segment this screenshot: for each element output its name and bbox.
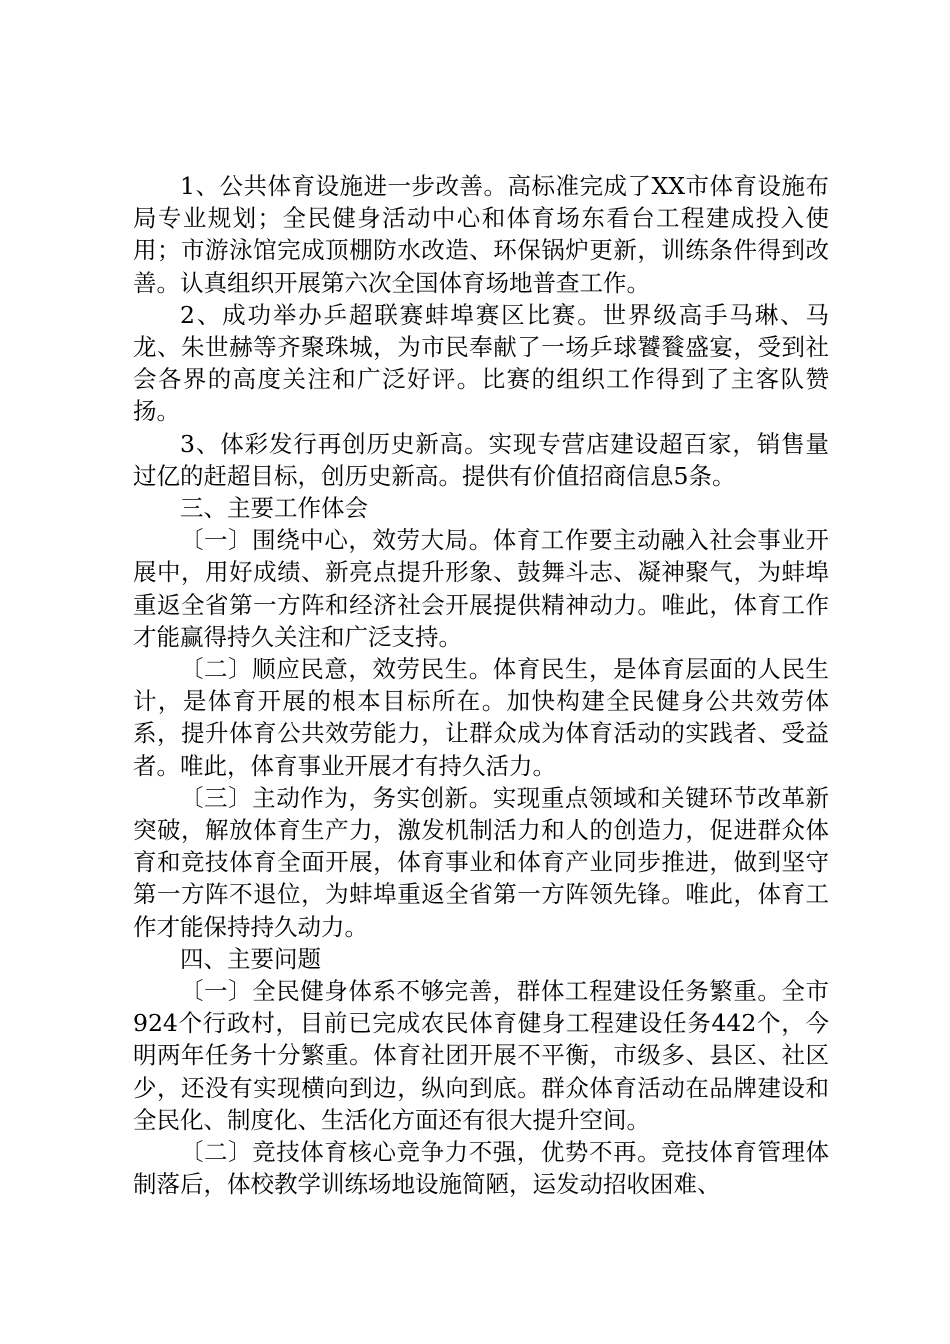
paragraph-problem-1: 〔一〕全民健身体系不够完善，群体工程建设任务繁重。全市924个行政村，目前已完成农民体育健身工程建设任务442个，今明两年任务十分繁重。体育社团开展不平衡，市级多、县区、社区少，还没有实现横向到边，纵向到底。群众体育活动在品牌建设和全民化、制度化、生活化方面还有很大提升空间。 [133, 977, 829, 1134]
paragraph-experience-3: 〔三〕主动作为，务实创新。实现重点领域和关键环节改革新突破，解放体育生产力，激发机制活力和人的创造力，促进群众体育和竞技体育全面开展，体育事业和体育产业同步推进，做到坚守第一方阵不退位，为蚌埠重返全省第一方阵领先锋。唯此，体育工作才能保持持久动力。 [133, 783, 829, 941]
section-heading-experience: 三、主要工作体会 [180, 494, 368, 523]
paragraph-experience-2: 〔二〕顺应民意，效劳民生。体育民生，是体育层面的人民生计，是体育开展的根本目标所在。加快构建全民健身公共效劳体系，提升体育公共效劳能力，让群众成为体育活动的实践者、受益者。唯此，体育事业开展才有持久活力。 [133, 655, 829, 780]
paragraph-public-facilities: 1、公共体育设施进一步改善。高标准完成了XX市体育设施布局专业规划；全民健身活动中心和体育场东看台工程建成投入使用；市游泳馆完成顶棚防水改造、环保锅炉更新，训练条件得到改善。认真组织开展第六次全国体育场地普查工作。 [133, 172, 829, 297]
paragraph-problem-2: 〔二〕竞技体育核心竞争力不强，优势不再。竞技体育管理体制落后，体校教学训练场地设施简陋，运发动招收困难、 [133, 1138, 829, 1199]
section-heading-problems: 四、主要问题 [180, 944, 321, 973]
document-body [133, 170, 829, 1201]
paragraph-experience-1: 〔一〕围绕中心，效劳大局。体育工作要主动融入社会事业开展中，用好成绩、新亮点提升形象、鼓舞斗志、凝神聚气，为蚌埠重返全省第一方阵和经济社会开展提供精神动力。唯此，体育工作才能赢得持久关注和广泛支持。 [133, 526, 829, 651]
paragraph-sports-lottery: 3、体彩发行再创历史新高。实现专营店建设超百家，销售量过亿的赶超目标，创历史新高。提供有价值招商信息5条。 [133, 429, 829, 490]
paragraph-table-tennis-league: 2、成功举办乒超联赛蚌埠赛区比赛。世界级高手马琳、马龙、朱世赫等齐聚珠城，为市民奉献了一场乒球饕餮盛宴，受到社会各界的高度关注和广泛好评。比赛的组织工作得到了主客队赞扬。 [133, 300, 829, 426]
